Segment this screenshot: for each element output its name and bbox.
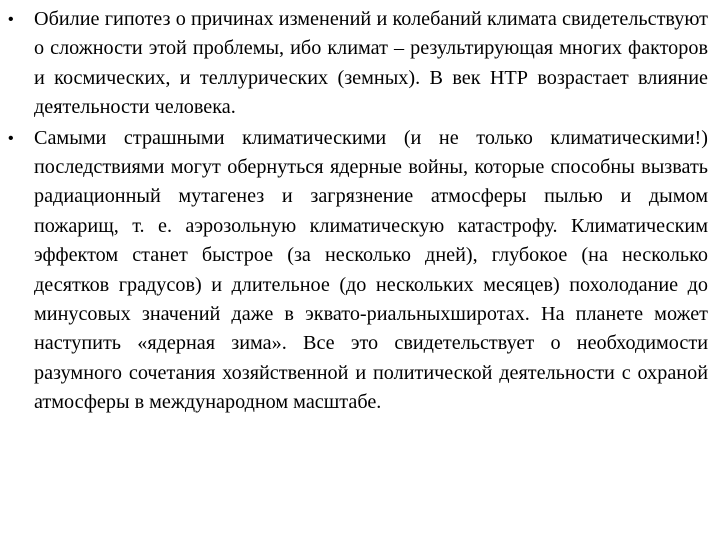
bullet-item-climate-hypotheses [8, 5, 708, 123]
bullet-item-nuclear-winter [8, 124, 708, 418]
bullet-list [8, 5, 708, 419]
bullet-text: Самыми страшными климатическими (и не только климатическими!) последствиями могут обернуться ядерные войны, которые способны вызвать радиационный мутагенез и загрязнение атмосферы пылью и дымом пожарищ, т. е. аэрозольную климатическую катастрофу. Климатическим эффектом станет быстрое (за несколько дней), глубокое (на несколько десятков градусов) и длительное (до нескольких месяцев) похолодание до минусовых значений даже в эквато-риальныхширотах. На планете может наступить «ядерная зима». Все это свидетельствует о необходимости разумного сочетания хозяйственной и политической деятельности с охраной атмосферы в международном масштабе. [34, 126, 708, 414]
bullet-text: Обилие гипотез о причинах изменений и колебаний климата свидетельствуют о сложности этой проблемы, ибо климат – результирующая многих факторов и космических, и теллурических (земных). В век НТР возрастает влияние деятельности человека. [34, 8, 708, 119]
bullet-icon: • [8, 129, 14, 147]
bullet-icon: • [8, 11, 14, 28]
